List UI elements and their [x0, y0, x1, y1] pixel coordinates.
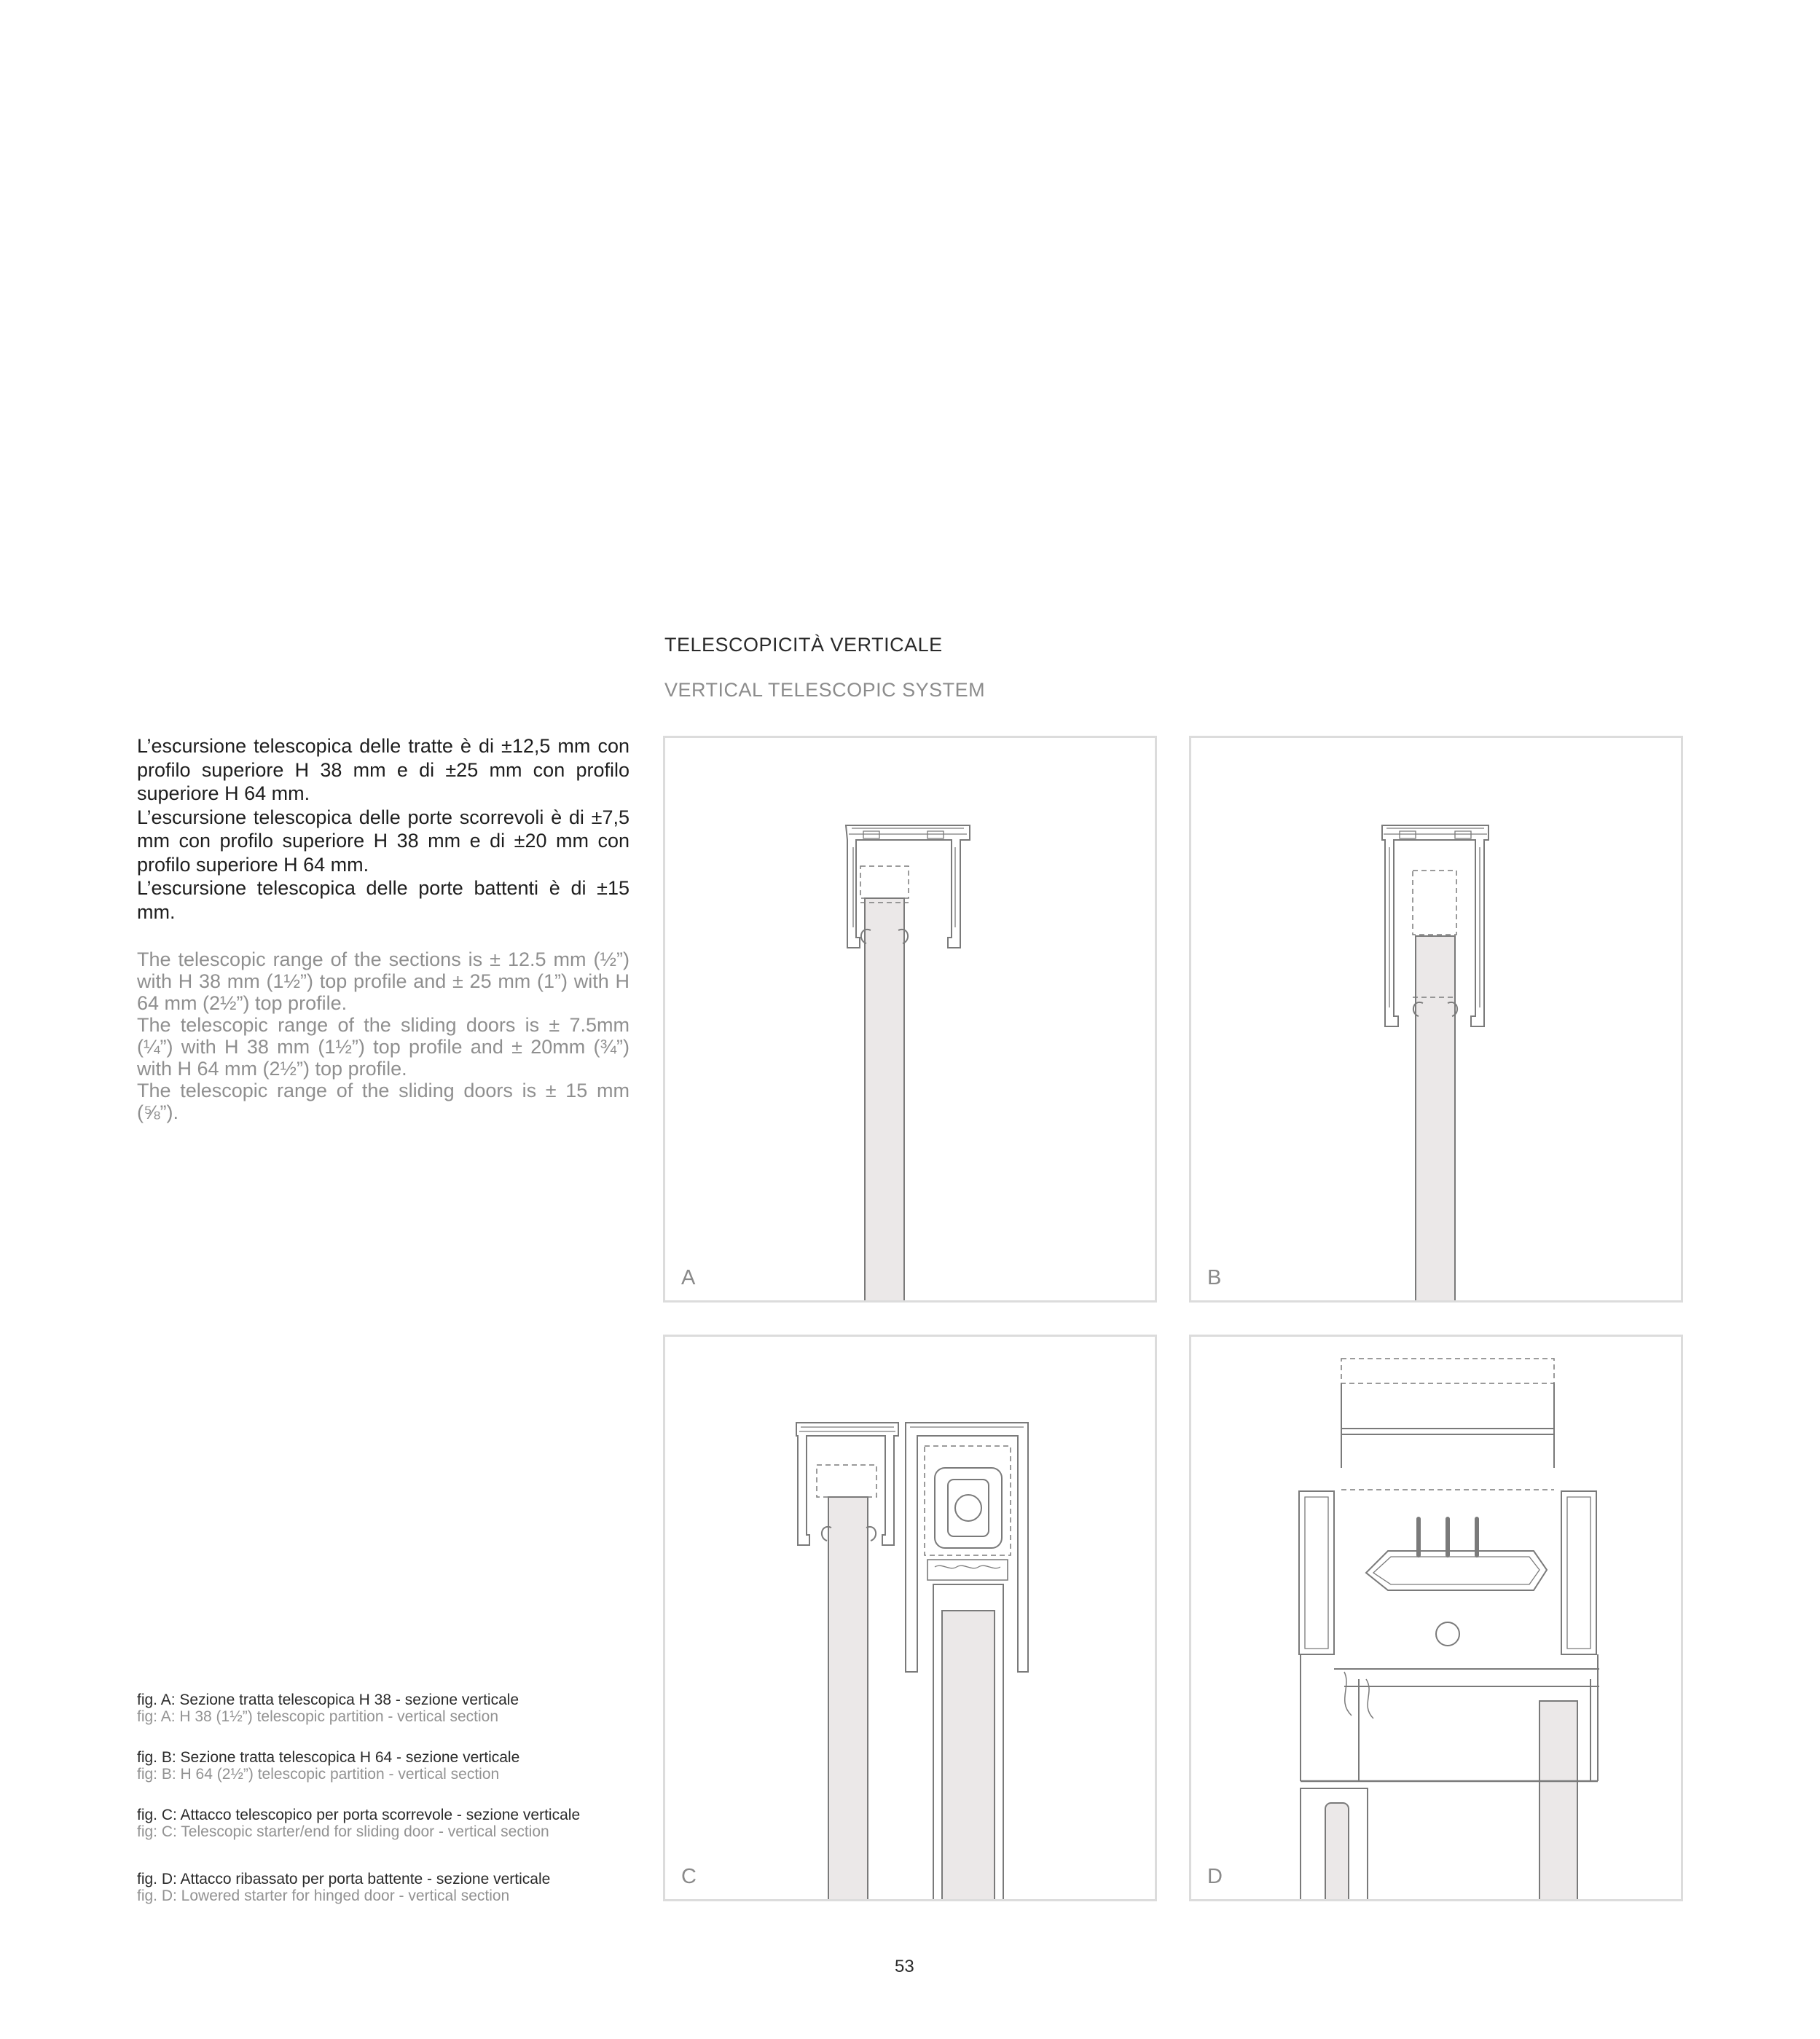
- caption-figure-c: [137, 1807, 647, 1840]
- caption-b-italian: fig. B: Sezione tratta telescopica H 64 - sezione verticale: [137, 1749, 520, 1766]
- caption-figure-b: [137, 1749, 647, 1783]
- figure-c-letter: C: [681, 1865, 697, 1888]
- caption-b-english: fig: B: H 64 (2½”) telescopic partition - vertical section: [137, 1766, 500, 1783]
- figure-a-letter: A: [681, 1266, 696, 1289]
- paragraph-en-sliding-doors: The telescopic range of the sliding doors is ± 7.5mm (¼”) with H 38 mm (1½”) top profile and ± 20mm (¾”) with H 64 mm (2½”) top profile.: [137, 1014, 629, 1080]
- figure-d-panel: [1189, 1335, 1683, 1901]
- section-title-english: VERTICAL TELESCOPIC SYSTEM: [664, 679, 986, 701]
- paragraph-it-sections: L’escursione telescopica delle tratte è di ±12,5 mm con profilo superiore H 38 mm e di ±25 mm con profilo superiore H 64 mm.: [137, 735, 629, 804]
- caption-c-english: fig: C: Telescopic starter/end for sliding door - vertical section: [137, 1823, 549, 1840]
- paragraph-it-sliding-doors: L’escursione telescopica delle porte scorrevoli è di ±7,5 mm con profilo superiore H 38 mm e di ±20 mm con profilo superiore H 64 mm.: [137, 806, 629, 876]
- caption-d-english: fig. D: Lowered starter for hinged door - vertical section: [137, 1887, 510, 1904]
- description-english: [137, 948, 629, 1123]
- figure-b-panel: [1189, 736, 1683, 1303]
- caption-figure-a: [137, 1692, 647, 1725]
- figure-b-letter: B: [1207, 1266, 1222, 1289]
- caption-figure-d: [137, 1871, 647, 1904]
- page-number: 53: [895, 1957, 914, 1976]
- caption-d-italian: fig. D: Attacco ribassato per porta battente - sezione verticale: [137, 1871, 551, 1887]
- figure-a-drawing: [665, 738, 1157, 1303]
- figure-d-letter: D: [1207, 1865, 1223, 1888]
- section-title-italian: TELESCOPICITÀ VERTICALE: [664, 634, 943, 656]
- description-italian: [137, 734, 629, 924]
- figure-c-drawing: [665, 1337, 1157, 1901]
- caption-a-english: fig: A: H 38 (1½”) telescopic partition - vertical section: [137, 1708, 499, 1725]
- paragraph-it-hinged-doors: L’escursione telescopica delle porte battenti è di ±15 mm.: [137, 877, 629, 923]
- paragraph-en-sections: The telescopic range of the sections is ± 12.5 mm (½”) with H 38 mm (1½”) top profile and ± 25 mm (1”) with H 64 mm (2½”) top profile.: [137, 948, 629, 1014]
- caption-a-italian: fig. A: Sezione tratta telescopica H 38 - sezione verticale: [137, 1692, 519, 1708]
- paragraph-en-hinged-doors: The telescopic range of the sliding doors is ± 15 mm (⅝”).: [137, 1080, 629, 1123]
- figure-c-panel: [663, 1335, 1157, 1901]
- figure-d-drawing: [1191, 1337, 1683, 1901]
- figure-a-panel: [663, 736, 1157, 1303]
- caption-c-italian: fig. C: Attacco telescopico per porta scorrevole - sezione verticale: [137, 1807, 581, 1823]
- figure-b-drawing: [1191, 738, 1683, 1303]
